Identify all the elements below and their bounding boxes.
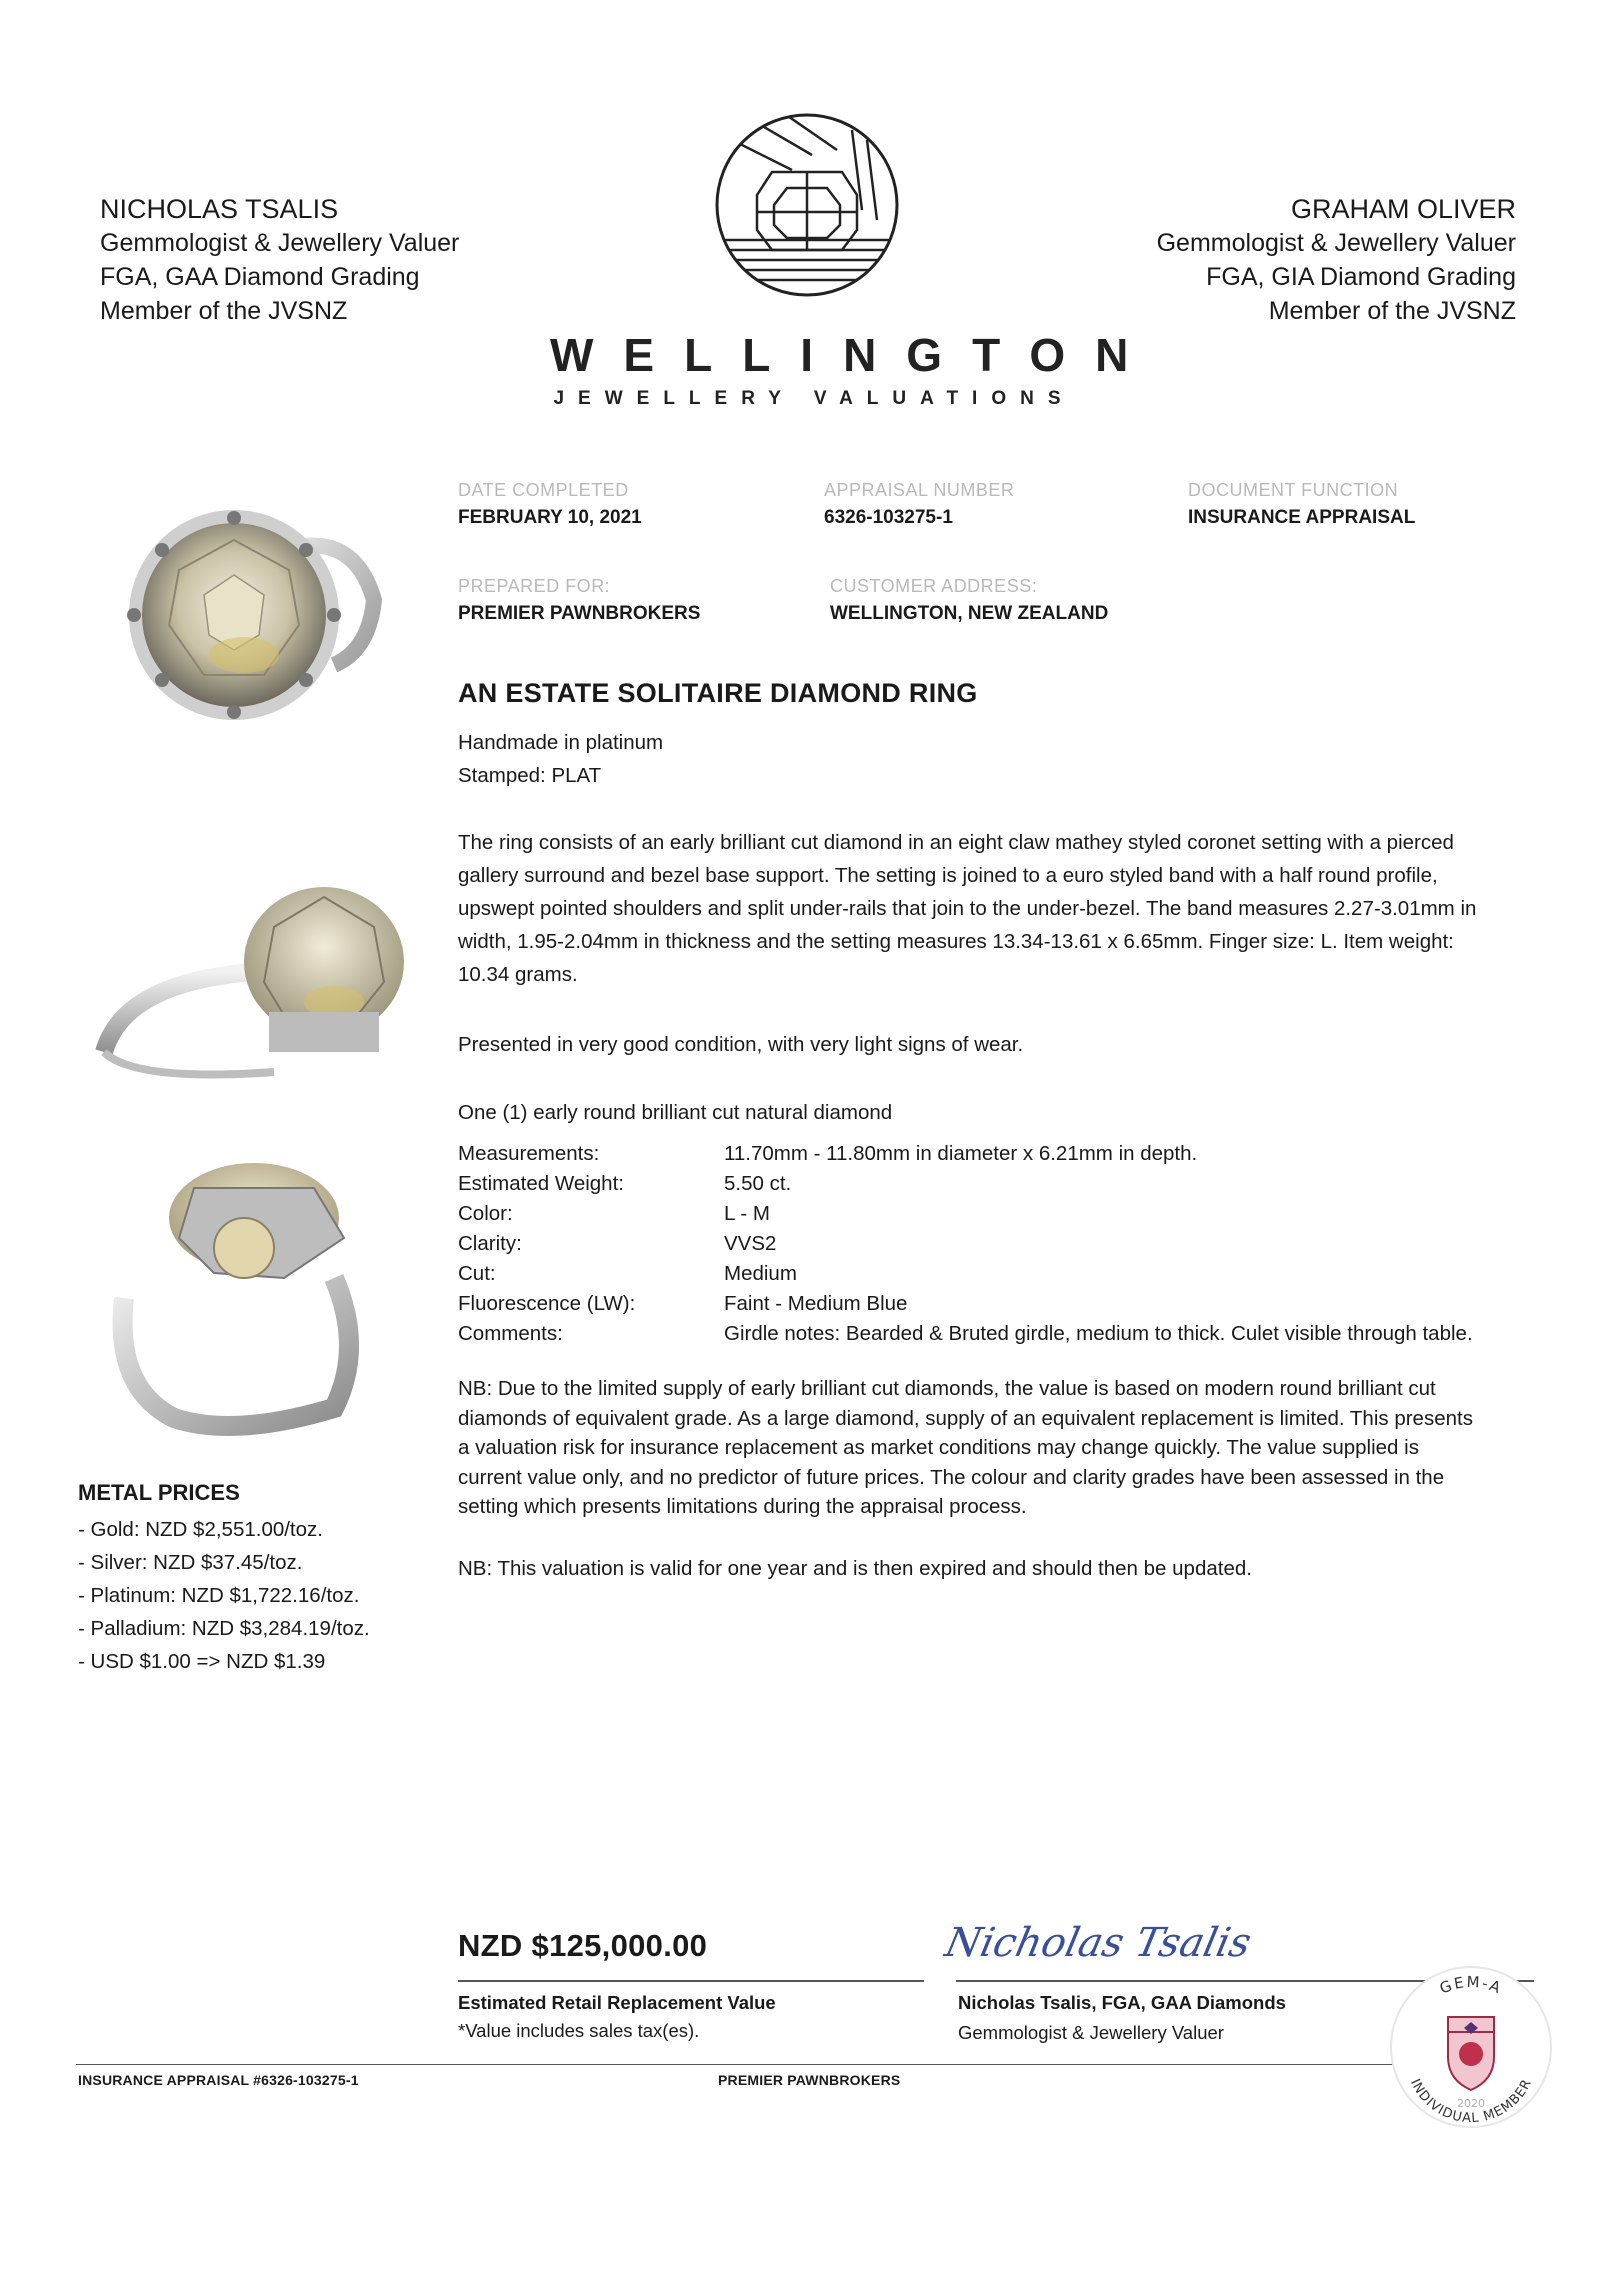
spec-value: Medium (724, 1262, 797, 1285)
note-line: current value only, and no predictor of future prices. The colour and clarity grades have been assessed in the (458, 1465, 1445, 1489)
document-function-field (1188, 480, 1415, 529)
spec-key: Estimated Weight: (458, 1172, 624, 1195)
customer-address-label: CUSTOMER ADDRESS: (830, 576, 1038, 596)
appraisal-number-field (824, 480, 1014, 529)
item-description (458, 826, 1538, 991)
table-row (458, 1232, 1473, 1262)
metal-prices-block (78, 1476, 370, 1678)
description-line: width, 1.95-2.04mm in thickness and the setting measures 13.34-13.61 x 6.65mm. Finger size: L. Item weight: (458, 930, 1454, 953)
right-valuer-qualification: FGA, GIA Diamond Grading (1206, 263, 1516, 291)
divider (458, 1980, 924, 1982)
validity-note: NB: This valuation is valid for one year and is then expired and should then be updated. (458, 1557, 1252, 1580)
left-valuer-block (100, 192, 459, 328)
customer-address-value: WELLINGTON, NEW ZEALAND (830, 603, 1109, 624)
spec-value: Girdle notes: Bearded & Bruted girdle, medium to thick. Culet visible through table. (724, 1322, 1473, 1345)
prepared-for-field (458, 576, 700, 625)
table-row (458, 1142, 1473, 1172)
ring-back-photo (84, 1158, 384, 1458)
spec-value: 5.50 ct. (724, 1172, 792, 1195)
date-completed-value: FEBRUARY 10, 2021 (458, 507, 642, 528)
tax-note: *Value includes sales tax(es). (458, 2020, 700, 2041)
spec-key: Color: (458, 1202, 513, 1225)
ring-side-photo (84, 872, 424, 1102)
spec-key: Cut: (458, 1262, 496, 1285)
brand-subtitle: JEWELLERY VALUATIONS (553, 388, 1075, 409)
spec-key: Fluorescence (LW): (458, 1292, 636, 1315)
date-completed-field (458, 480, 642, 529)
note-line: a valuation risk for insurance replacement as market conditions may change quickly. The value supplied is (458, 1436, 1419, 1459)
spec-value: Faint - Medium Blue (724, 1292, 908, 1315)
table-row (458, 1292, 1473, 1322)
item-condition: Presented in very good condition, with very light signs of wear. (458, 1033, 1024, 1056)
note-line: NB: Due to the limited supply of early brilliant cut diamonds, the value is based on modern round brilliant cut (458, 1377, 1436, 1400)
prepared-for-value: PREMIER PAWNBROKERS (458, 603, 701, 624)
left-valuer-title: Gemmologist & Jewellery Valuer (100, 229, 460, 257)
valuation-label: Estimated Retail Replacement Value (458, 1992, 776, 2013)
spec-key: Measurements: (458, 1142, 600, 1165)
wellington-logo-icon (712, 110, 902, 310)
left-valuer-name: NICHOLAS TSALIS (100, 194, 339, 224)
item-material: Handmade in platinum (458, 731, 664, 754)
date-completed-label: DATE COMPLETED (458, 480, 629, 500)
metal-price-item: - Platinum: NZD $1,722.16/toz. (78, 1584, 360, 1607)
signer-name: Nicholas Tsalis, FGA, GAA Diamonds (958, 1992, 1286, 2013)
note-line: diamonds of equivalent grade. As a large diamond, supply of an equivalent replacement is limited. This presents (458, 1406, 1473, 1430)
spec-value: L - M (724, 1202, 770, 1225)
table-row (458, 1172, 1473, 1202)
spec-value: VVS2 (724, 1232, 777, 1255)
footer-center-text: PREMIER PAWNBROKERS (718, 2072, 901, 2088)
footer-divider (76, 2064, 1404, 2065)
table-row (458, 1262, 1473, 1292)
footer-left-text: INSURANCE APPRAISAL #6326-103275-1 (78, 2072, 359, 2088)
left-valuer-membership: Member of the JVSNZ (100, 297, 348, 325)
table-row (458, 1202, 1473, 1232)
spec-value: 11.70mm - 11.80mm in diameter x 6.21mm in depth. (724, 1142, 1198, 1165)
right-valuer-block (1157, 192, 1516, 328)
spec-key: Comments: (458, 1322, 563, 1345)
badge-year: 2020 (1457, 2097, 1485, 2110)
item-stamp: Stamped: PLAT (458, 764, 602, 787)
document-function-label: DOCUMENT FUNCTION (1188, 480, 1399, 500)
document-function-value: INSURANCE APPRAISAL (1188, 507, 1416, 528)
valuation-note (458, 1374, 1558, 1522)
valuation-amount: NZD $125,000.00 (458, 1928, 708, 1963)
right-valuer-membership: Member of the JVSNZ (1268, 297, 1516, 325)
brand-name: WELLINGTON (550, 329, 1159, 381)
description-line: gallery surround and bezel base support. The setting is joined to a euro styled band with a half round profile, (458, 864, 1438, 887)
description-line: The ring consists of an early brilliant cut diamond in an eight claw mathey styled coronet setting with a pierced (458, 831, 1454, 854)
description-line: 10.34 grams. (458, 963, 578, 986)
metal-price-item: - Palladium: NZD $3,284.19/toz. (78, 1617, 370, 1640)
metal-price-item: - Gold: NZD $2,551.00/toz. (78, 1518, 323, 1541)
note-line: setting which presents limitations during the appraisal process. (458, 1495, 1027, 1518)
table-row (458, 1322, 1473, 1352)
signer-title: Gemmologist & Jewellery Valuer (958, 2022, 1224, 2043)
description-line: upswept pointed shoulders and split under-rails that join to the under-bezel. The band measures 2.27-3.01mm in (458, 897, 1477, 920)
appraisal-number-label: APPRAISAL NUMBER (824, 480, 1015, 500)
right-valuer-name: GRAHAM OLIVER (1290, 194, 1516, 224)
right-valuer-title: Gemmologist & Jewellery Valuer (1156, 229, 1516, 257)
metal-price-item: - Silver: NZD $37.45/toz. (78, 1551, 303, 1574)
gem-a-member-badge-icon (1386, 1962, 1556, 2132)
diamond-spec-table (458, 1142, 1473, 1352)
ring-top-photo (84, 490, 394, 730)
signature-text: Nicholas Tsalis (941, 1918, 1256, 1966)
metal-price-item: - USD $1.00 => NZD $1.39 (78, 1650, 326, 1673)
badge-bottom-text: INDIVIDUAL MEMBER (1407, 2076, 1536, 2127)
signature-image (941, 1906, 1256, 1978)
left-valuer-qualification: FGA, GAA Diamond Grading (100, 263, 420, 291)
metal-prices-heading: METAL PRICES (78, 1480, 240, 1505)
customer-address-field (830, 576, 1108, 625)
badge-top-text: GEM-A (1437, 1972, 1506, 1998)
appraisal-number-value: 6326-103275-1 (824, 507, 953, 528)
prepared-for-label: PREPARED FOR: (458, 576, 611, 596)
spec-key: Clarity: (458, 1232, 522, 1255)
stone-heading: One (1) early round brilliant cut natural diamond (458, 1101, 893, 1124)
item-title: AN ESTATE SOLITAIRE DIAMOND RING (458, 678, 978, 708)
